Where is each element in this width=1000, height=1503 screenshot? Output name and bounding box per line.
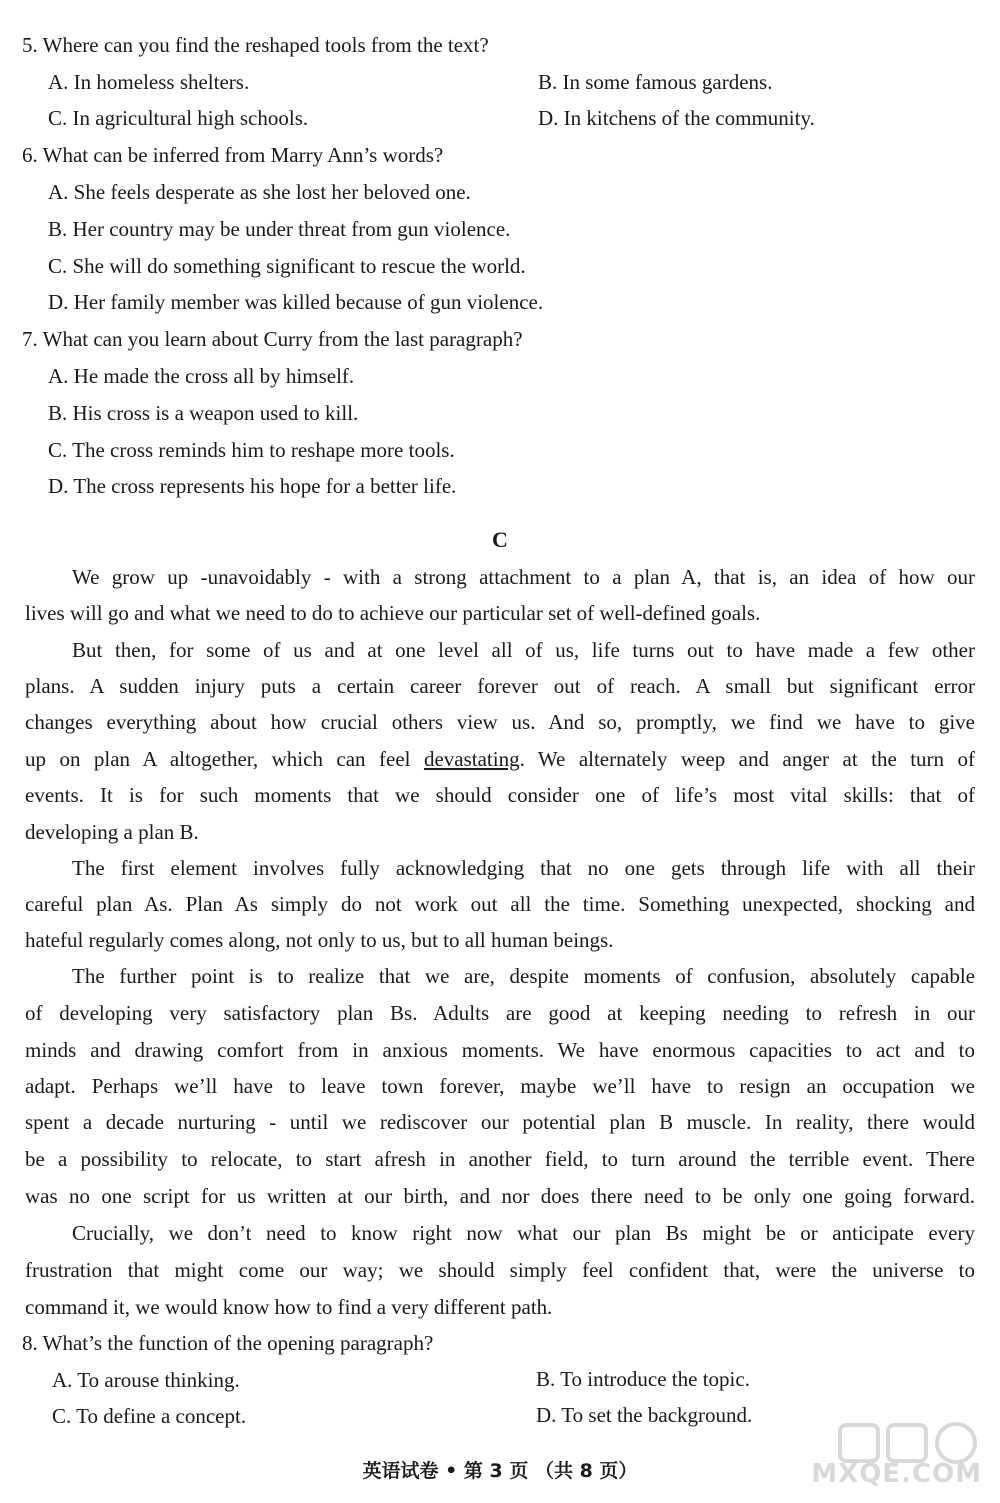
passage-line: frustration that might come our way; we should simply feel confident that, were the universe to bbox=[25, 1258, 975, 1282]
q5-option-b: B. In some famous gardens. bbox=[538, 70, 773, 94]
passage-line: The first element involves fully acknowledging that no one gets through life with all their bbox=[72, 856, 975, 880]
q7-option-d: D. The cross represents his hope for a better life. bbox=[48, 474, 457, 498]
q7-option-b: B. His cross is a weapon used to kill. bbox=[48, 401, 359, 425]
passage-line: was no one script for us written at our birth, and nor does there need to be only one going forward. bbox=[25, 1184, 975, 1208]
passage-line: plans. A sudden injury puts a certain career forever out of reach. A small but significant error bbox=[25, 674, 975, 698]
passage-line: developing a plan B. bbox=[25, 820, 199, 844]
watermark-url: MXQE.COM bbox=[811, 1459, 982, 1489]
q7-option-c: C. The cross reminds him to reshape more tools. bbox=[48, 438, 455, 462]
q6-option-d: D. Her family member was killed because of gun violence. bbox=[48, 290, 544, 314]
passage-line: command it, we would know how to find a very different path. bbox=[25, 1295, 553, 1319]
passage-line: Crucially, we don’t need to know right now what our plan Bs might be or anticipate every bbox=[72, 1221, 975, 1245]
passage-line: be a possibility to relocate, to start afresh in another field, to turn around the terrible event. There bbox=[25, 1147, 975, 1171]
passage-line: spent a decade nurturing - until we rediscover our potential plan B muscle. In reality, there would bbox=[25, 1110, 975, 1134]
q7-option-a: A. He made the cross all by himself. bbox=[48, 364, 355, 388]
passage-line: The further point is to realize that we are, despite moments of confusion, absolutely capable bbox=[72, 964, 975, 988]
passage-line: events. It is for such moments that we should consider one of life’s most vital skills: that of bbox=[25, 783, 975, 807]
passage-line bbox=[25, 749, 975, 770]
q8-option-a: A. To arouse thinking. bbox=[52, 1368, 240, 1392]
q6-option-a: A. She feels desperate as she lost her beloved one. bbox=[48, 180, 471, 204]
passage-line: We grow up -unavoidably - with a strong attachment to a plan A, that is, an idea of how our bbox=[72, 565, 975, 589]
underlined-word: devastating bbox=[423, 747, 520, 771]
q5-option-a: A. In homeless shelters. bbox=[48, 70, 250, 94]
q8-option-c: C. To define a concept. bbox=[52, 1404, 247, 1428]
page-footer: 英语试卷 • 第 3 页 （共 8 页） bbox=[362, 1460, 638, 1482]
section-title: C bbox=[492, 527, 508, 552]
q5-option-d: D. In kitchens of the community. bbox=[538, 106, 815, 130]
passage-line: hateful regularly comes along, not only to us, but to all human beings. bbox=[25, 928, 614, 952]
passage-line: But then, for some of us and at one level all of us, life turns out to have made a few other bbox=[72, 638, 975, 662]
passage-line: minds and drawing comfort from in anxious moments. We have enormous capacities to act and to bbox=[25, 1038, 975, 1062]
q6-option-b: B. Her country may be under threat from gun violence. bbox=[48, 217, 511, 241]
passage-text: . We alternately weep and anger at the turn of bbox=[519, 747, 975, 771]
passage-line: of developing very satisfactory plan Bs. Adults are good at keeping needing to refresh in our bbox=[25, 1001, 975, 1025]
passage-line: careful plan As. Plan As simply do not work out all the time. Something unexpected, shocking and bbox=[25, 892, 975, 916]
q8-option-b: B. To introduce the topic. bbox=[536, 1367, 750, 1391]
passage-line: lives will go and what we need to do to achieve our particular set of well-defined goals. bbox=[25, 601, 761, 625]
q6-option-c: C. She will do something significant to rescue the world. bbox=[48, 254, 526, 278]
passage-line: adapt. Perhaps we’ll have to leave town forever, maybe we’ll have to resign an occupation we bbox=[25, 1074, 975, 1098]
question-6: 6. What can be inferred from Marry Ann’s words? bbox=[22, 143, 444, 167]
watermark bbox=[811, 1419, 982, 1489]
q5-option-c: C. In agricultural high schools. bbox=[48, 106, 309, 130]
passage-line: changes everything about how crucial others view us. And so, promptly, we find we have to give bbox=[25, 710, 975, 734]
q8-option-d: D. To set the background. bbox=[536, 1403, 753, 1427]
question-7: 7. What can you learn about Curry from the last paragraph? bbox=[22, 327, 523, 351]
question-8: 8. What’s the function of the opening paragraph? bbox=[22, 1331, 434, 1355]
passage-text: up on plan A altogether, which can feel bbox=[25, 747, 424, 771]
question-5: 5. Where can you find the reshaped tools from the text? bbox=[22, 33, 489, 57]
